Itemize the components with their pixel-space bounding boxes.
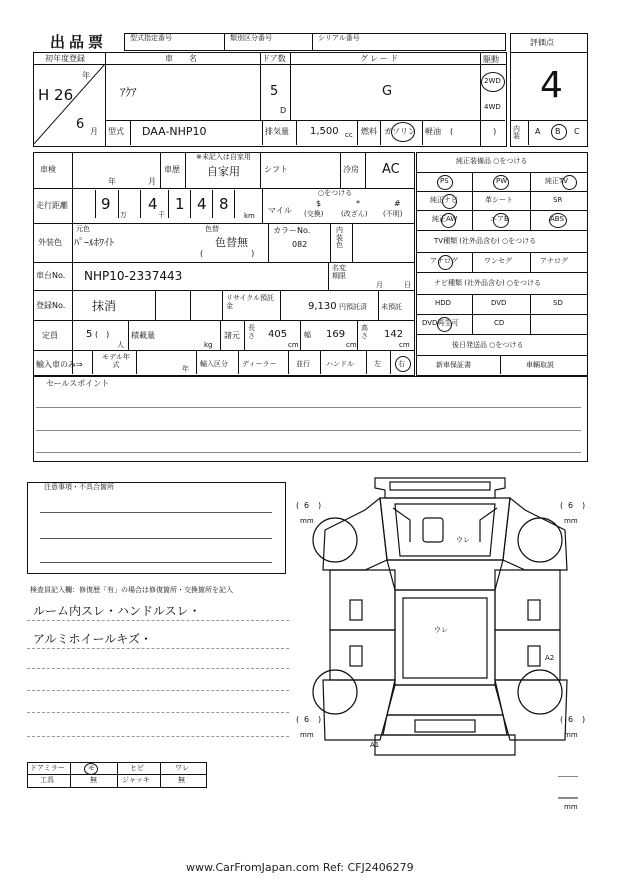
sales-point-label: セールスポイント xyxy=(46,379,110,388)
damage-mark-a2: A2 xyxy=(545,654,555,662)
mileage-unit: km xyxy=(244,212,255,220)
nav-dvd: DVD xyxy=(491,299,507,307)
car-name-value: ｱｸｱ xyxy=(120,86,137,99)
ext-color-label: 外装色 xyxy=(38,238,62,247)
grade-value: G xyxy=(382,84,393,99)
mirror-label: ドアミラー xyxy=(30,764,65,772)
inspection-year-unit: 年 xyxy=(108,177,116,186)
displacement-value: 1,500 xyxy=(310,126,339,137)
header-id-box xyxy=(124,33,506,51)
year-unit: 年 xyxy=(82,71,90,80)
category-no-label: 類別区分番号 xyxy=(230,34,272,42)
equip-genuine-navi: 純正ナビ xyxy=(430,196,458,204)
drive-2wd: 2WD xyxy=(484,77,501,85)
name-change-day: 日 xyxy=(404,281,411,289)
door-label: ドア数 xyxy=(262,54,286,63)
fuel-diesel: 軽油 xyxy=(425,127,441,136)
equip-ps: PS xyxy=(440,177,449,185)
color-change-value: 色替無 xyxy=(215,236,248,249)
parallel-label: 並行 xyxy=(296,360,310,368)
tools-value: 無 xyxy=(90,776,97,784)
damage-mark-a1: A1 xyxy=(370,741,380,749)
interior-label: 内装 xyxy=(513,125,520,140)
capacity-paren: ( ) xyxy=(95,330,110,339)
drive-selected-circle xyxy=(481,72,505,92)
load-unit: kg xyxy=(204,341,213,349)
equip-pw: PW xyxy=(496,177,508,185)
unknown-label: (不明) xyxy=(383,210,403,218)
orig-color-label: 元色 xyxy=(76,225,90,233)
tire-depth-rl-unit: mm xyxy=(300,731,314,739)
equip-abs: ABS xyxy=(550,215,564,223)
capacity-label: 定員 xyxy=(42,331,58,340)
rating-label: 評価点 xyxy=(530,38,554,47)
history-value: 自家用 xyxy=(207,165,240,178)
damage-mark-roof: ウレ xyxy=(434,626,448,634)
mileage-mark-note: ○をつける xyxy=(318,189,353,197)
note-line-1: ルーム内スレ・ハンドルスレ・ xyxy=(33,604,201,618)
month-unit: 月 xyxy=(90,127,98,136)
model-type-label: 型式 xyxy=(108,127,124,136)
equip-leather-seat: 革シート xyxy=(485,196,513,204)
tire-depth-rl-value: 6 xyxy=(304,715,310,724)
interior-color-label: 内装色 xyxy=(336,226,343,250)
tamper-label: (改ざん) xyxy=(341,210,368,218)
fuel-paren: ( ) xyxy=(450,127,497,136)
dim-prefix: 諸元 xyxy=(224,331,240,340)
caution-box xyxy=(27,482,286,574)
exchange-label: (交換) xyxy=(304,210,324,218)
height-label: 高さ xyxy=(361,324,368,340)
docs-header: 後日発送品 ○をつける xyxy=(452,341,524,349)
car-damage-diagram xyxy=(295,470,595,820)
tv-header: TV種類 (社外品含む) ○をつける xyxy=(434,237,537,245)
tv-analog-2: アナログ xyxy=(540,257,568,265)
crack-label: ヒビ xyxy=(130,764,144,772)
model-type-value: DAA-NHP10 xyxy=(142,125,207,138)
length-value: 405 xyxy=(268,329,288,340)
inspection-month-unit: 月 xyxy=(148,177,156,186)
tv-oneseg: ワンセグ xyxy=(484,257,512,265)
first-reg-label: 初年度登録 xyxy=(45,54,85,63)
interior-selected-circle xyxy=(551,124,567,140)
tamper-sym: * xyxy=(356,199,360,208)
equip-sr: SR xyxy=(553,196,563,204)
length-label: 長さ xyxy=(248,324,255,340)
tire-depth-rr-unit: mm xyxy=(564,731,578,739)
fuel-selected-circle xyxy=(391,122,415,142)
aircon-label: 冷房 xyxy=(343,165,359,174)
history-label: 車歴 xyxy=(164,165,180,174)
tools-label: 工具 xyxy=(40,776,54,784)
door-value: 5 xyxy=(270,84,279,99)
color-change-label: 色替 xyxy=(205,225,219,233)
model-spec-no-label: 型式指定番号 xyxy=(130,34,172,42)
spare-tire-unit: mm xyxy=(564,803,578,811)
interior-a: A xyxy=(535,127,541,136)
recycle-label: リサイクル預託金 xyxy=(226,294,275,311)
registration-value: 抹消 xyxy=(92,299,117,313)
fuel-label: 燃料 xyxy=(361,127,377,136)
mileage-digit-4: 4 xyxy=(197,195,207,213)
equip-genuine-aw: 純正AW xyxy=(432,215,458,223)
equip-airbag: エアB xyxy=(490,215,509,223)
right-label: 右 xyxy=(398,360,405,368)
tv-analog: アナログ xyxy=(430,257,458,265)
mileage-digit-3: 1 xyxy=(175,195,185,213)
nav-sd: SD xyxy=(553,299,563,307)
mileage-digit-5: 8 xyxy=(219,195,229,213)
mileage-label: 走行距離 xyxy=(36,201,68,210)
mirror-value: モ xyxy=(88,764,95,772)
interior-c: C xyxy=(574,127,580,136)
nav-header: ナビ種類 (社外品含む) ○をつける xyxy=(434,279,542,287)
tire-depth-fr-value: 6 xyxy=(568,501,574,510)
name-change-month: 月 xyxy=(376,281,383,289)
left-label: 左 xyxy=(374,360,381,368)
height-unit: cm xyxy=(399,341,410,349)
tire-depth-fr-unit: mm xyxy=(564,517,578,525)
unknown-sym: # xyxy=(394,199,401,208)
chassis-value: NHP10-2337443 xyxy=(84,269,183,283)
docs-manual: 車輌取説 xyxy=(526,361,554,369)
grade-label: グレード xyxy=(360,54,400,63)
recycle-unpaid: 未預託 xyxy=(381,303,402,311)
aircon-value: AC xyxy=(382,162,400,177)
inspector-note: 検査員記入欄：修復歴「有」の場合は修復箇所・交換箇所を記入 xyxy=(30,586,233,594)
drive-label: 駆動 xyxy=(483,55,499,64)
exchange-sym: $ xyxy=(316,199,322,208)
shift-label: シフト xyxy=(264,165,288,174)
equip-genuine-tv: 純正TV xyxy=(545,177,569,185)
genuine-header: 純正装備品 ○をつける xyxy=(456,157,528,165)
color-no-value: 082 xyxy=(292,240,308,249)
import-label: 輸入車のみ⇒ xyxy=(36,360,83,369)
mileage-digit-2: 4 xyxy=(148,195,158,213)
tire-depth-fl-value: 6 xyxy=(304,501,310,510)
capacity-unit: 人 xyxy=(117,341,124,349)
door-sub: D xyxy=(280,106,287,115)
first-reg-year: H 26 xyxy=(38,86,74,104)
mile-label: マイル xyxy=(268,206,292,215)
car-name-label: 車 名 xyxy=(165,54,197,63)
ext-color-value: ﾊﾟｰﾙﾎﾜｲﾄ xyxy=(74,238,114,249)
nav-dvd-playback: DVD再生可 xyxy=(422,319,459,327)
jack-label: ジャッキ xyxy=(122,776,150,784)
note-line-2: アルミホイールキズ・ xyxy=(33,632,153,646)
jack-value: 無 xyxy=(178,776,185,784)
handle-selected-circle xyxy=(395,356,411,372)
history-note: ※未記入は自家用 xyxy=(196,153,251,161)
fuel-gas: ガソリン xyxy=(384,127,416,136)
recycle-paid: 円預託済 xyxy=(339,303,367,311)
color-no-label: カラーNo. xyxy=(273,226,311,235)
capacity-value: 5 xyxy=(86,329,93,340)
width-label: 幅 xyxy=(304,331,311,339)
tire-depth-rr-value: 6 xyxy=(568,715,574,724)
mileage-digit-1: 9 xyxy=(101,195,111,213)
recycle-value: 9,130 xyxy=(308,301,337,312)
page-title: 出品票 xyxy=(50,33,108,51)
spare-tire-bracket xyxy=(558,776,582,804)
mileage-man: 万 xyxy=(120,211,127,219)
drive-4wd: 4WD xyxy=(484,103,501,111)
width-value: 169 xyxy=(326,329,346,340)
displacement-unit: cc xyxy=(345,131,353,139)
sales-point-section xyxy=(33,376,588,462)
handle-label: ハンドル xyxy=(326,360,354,368)
tire-depth-fl: ( xyxy=(296,501,300,510)
model-year-label: モデル年式 xyxy=(102,353,130,370)
damage-mark-front: ウレ xyxy=(456,536,470,544)
serial-no-label: シリアル番号 xyxy=(318,34,360,42)
caution-label: 注意事項・不具合箇所 xyxy=(44,483,114,491)
dealer-label: ディーラー xyxy=(242,360,277,368)
docs-warranty: 新車保証書 xyxy=(436,361,471,369)
color-paren: ( ) xyxy=(200,249,255,258)
rating-value: 4 xyxy=(540,65,563,106)
interior-b: B xyxy=(555,127,561,136)
nav-cd: CD xyxy=(494,319,505,327)
name-change-label: 名変期限 xyxy=(332,264,346,280)
model-year-unit: 年 xyxy=(182,365,189,373)
displacement-label: 排気量 xyxy=(265,127,289,136)
import-type-label: 輸入区分 xyxy=(200,360,228,368)
first-reg-month: 6 xyxy=(76,117,85,132)
nav-hdd: HDD xyxy=(435,299,452,307)
registration-label: 登録No. xyxy=(36,301,66,310)
length-unit: cm xyxy=(288,341,299,349)
tire-depth-fl-unit: mm xyxy=(300,517,314,525)
width-unit: cm xyxy=(346,341,357,349)
footer-watermark: www.CarFromJapan.com Ref: CFJ2406279 xyxy=(186,861,414,874)
height-value: 142 xyxy=(384,329,404,340)
inspection-label: 車検 xyxy=(40,165,56,174)
mileage-sen: 千 xyxy=(158,211,165,219)
chassis-label: 車台No. xyxy=(36,271,66,280)
load-label: 積載量 xyxy=(131,331,155,340)
warp-label: ワレ xyxy=(175,764,189,772)
